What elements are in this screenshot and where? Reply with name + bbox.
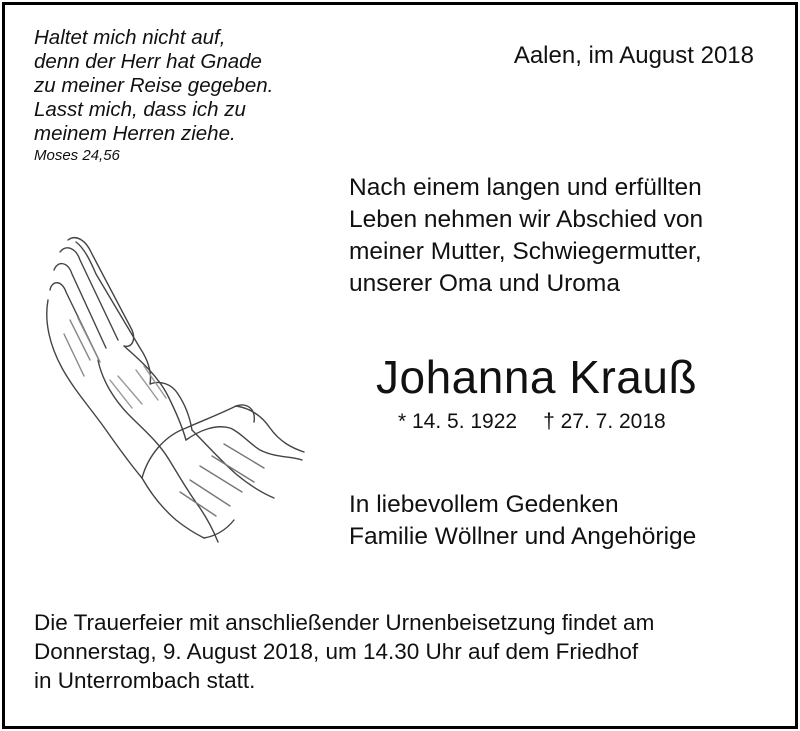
family-signature <box>349 489 696 553</box>
announcement-line: meiner Mutter, Schwiegermutter, <box>349 238 702 265</box>
verse-line: zu meiner Reise gegeben. <box>34 74 274 97</box>
death-date: † 27. 7. 2018 <box>543 410 666 433</box>
announcement-line: Leben nehmen wir Abschied von <box>349 206 704 233</box>
verse-line: Haltet mich nicht auf, <box>34 26 226 49</box>
place-date: Aalen, im August 2018 <box>513 42 754 69</box>
life-dates <box>398 410 666 434</box>
bible-verse <box>34 26 273 166</box>
signature-line: Familie Wöllner und Angehörige <box>349 523 697 550</box>
praying-hands-icon <box>40 230 310 555</box>
verse-line: Lasst mich, dass ich zu <box>34 98 246 121</box>
announcement-line: unserer Oma und Uroma <box>349 270 620 297</box>
notice-line: in Unterrombach statt. <box>34 668 256 693</box>
verse-reference: Moses 24,56 <box>34 147 120 164</box>
verse-line: meinem Herren ziehe. <box>34 122 236 145</box>
deceased-name: Johanna Krauß <box>376 351 698 403</box>
notice-line: Die Trauerfeier mit anschließender Urnenbeisetzung findet am <box>34 610 655 635</box>
announcement-text <box>349 172 703 300</box>
verse-line: denn der Herr hat Gnade <box>34 50 262 73</box>
announcement-line: Nach einem langen und erfüllten <box>349 174 702 201</box>
funeral-notice <box>34 608 654 695</box>
signature-line: In liebevollem Gedenken <box>349 491 619 518</box>
birth-date: * 14. 5. 1922 <box>398 410 518 433</box>
notice-line: Donnerstag, 9. August 2018, um 14.30 Uhr auf dem Friedhof <box>34 639 639 664</box>
